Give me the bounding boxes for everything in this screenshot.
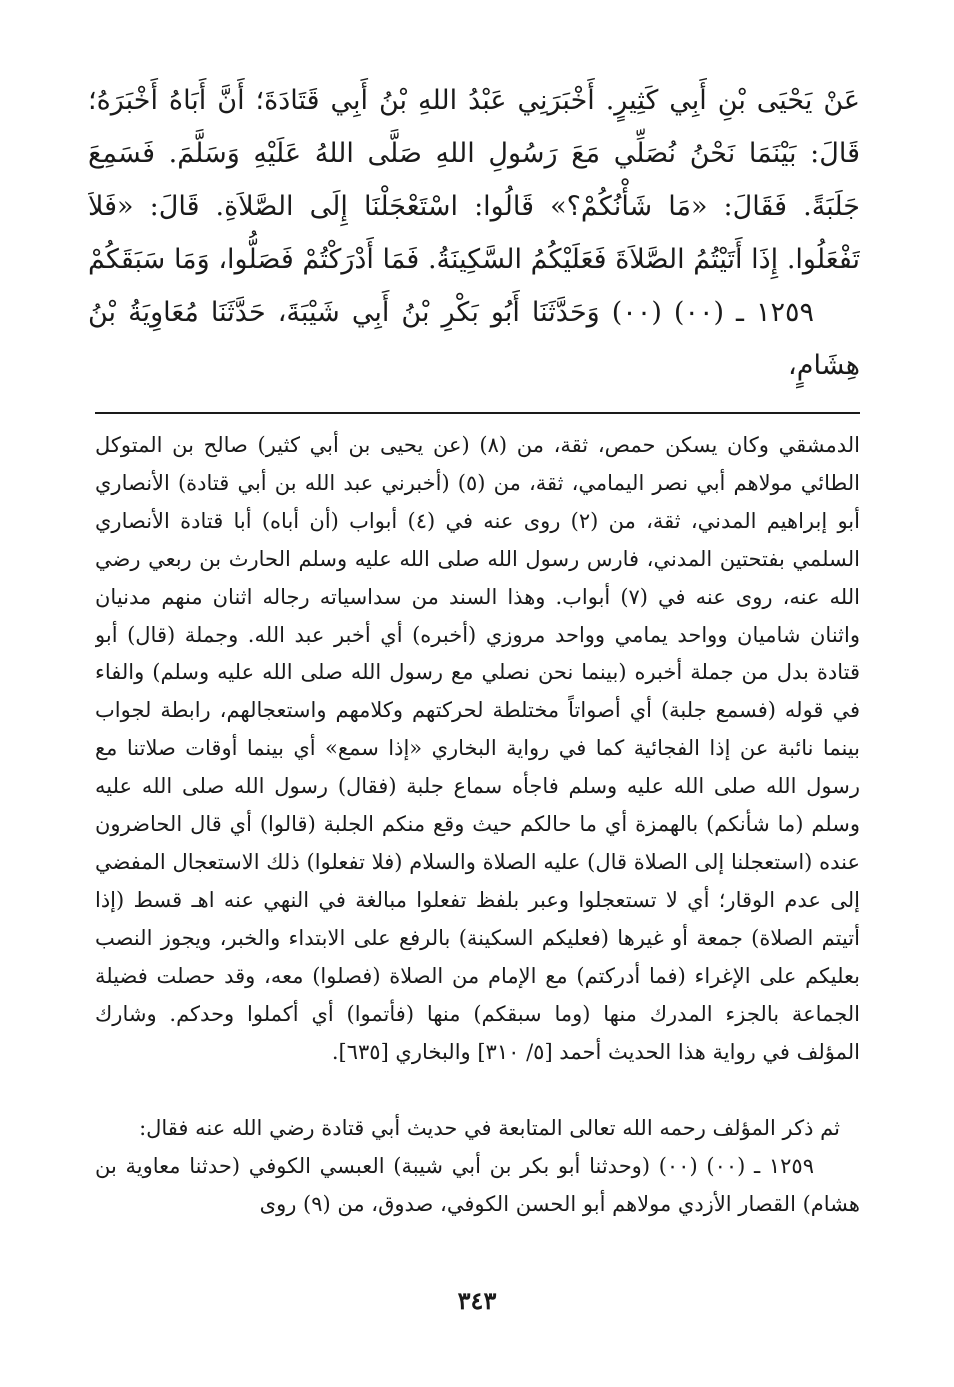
commentary-intro: ثم ذكر المؤلف رحمه الله تعالى المتابعة في حديث أبي قتادة رضي الله عنه فقال: (139, 1116, 840, 1140)
hadith-paragraph-2 (88, 286, 860, 392)
footnote-separator (95, 412, 860, 414)
hadith-paragraph-2-text: ١٢٥٩ ـ (٠٠) (٠٠) وَحَدَّثَنَا أَبُو بَكْرِ بْنُ أَبِي شَيْبَةَ، حَدَّثَنَا مُعَاوِيَةُ بْنُ هِشَامٍ، (88, 297, 860, 381)
commentary-followup: ١٢٥٩ ـ (٠٠) (٠٠) (وحدثنا أبو بكر بن أبي شيبة) العبسي الكوفي (حدثنا معاوية بن هشام) القصار الأزدي مولاهم أبو الحسن الكوفي، صدوق، من (٩) روى (95, 1154, 860, 1216)
commentary-text (95, 427, 860, 1224)
hadith-paragraph-1: عَنْ يَحْيَى بْنِ أَبِي كَثِيرٍ. أَخْبَرَنِي عَبْدُ اللهِ بْنُ أَبِي قَتَادَةَ؛ أَنَّ أَبَاهُ أَخْبَرَهُ؛ قَالَ: بَيْنَمَا نَحْنُ نُصَلِّي مَعَ رَسُولِ اللهِ صَلَّى اللهُ عَلَيْهِ وَسَلَّمَ. فَسَمِعَ جَلَبَةً. فَقَالَ: «مَا شَأْنُكُمْ؟» قَالُوا: اسْتَعْجَلْنَا إِلَى الصَّلاَةِ. قَالَ: «فَلاَ تَفْعَلُوا. إِذَا أَتَيْتُمُ الصَّلاَةَ فَعَلَيْكُمُ السَّكِينَةُ. فَمَا أَدْرَكْتُمْ فَصَلُّوا، وَمَا سَبَقَكُمْ (88, 85, 860, 275)
page-number: ٣٤٣ (457, 1286, 497, 1315)
hadith-text (88, 74, 860, 392)
commentary-body: الدمشقي وكان يسكن حمص، ثقة، من (٨) (عن يحيى بن أبي كثير) صالح بن المتوكل الطائي مولاهم أبي نصر اليمامي، ثقة، من (٥) (أخبرني عبد الله بن أبي قتادة) الأنصاري أبو إبراهيم المدني، ثقة، من (٢) روى عنه في (٤) أبواب (أن أباه) أبا قتادة الأنصاري السلمي بفتحتين المدني، فارس رسول الله صلى الله عليه وسلم الحارث بن ربعي رضي الله عنه، روى عنه في (٧) أبواب. وهذا السند من سداسياته رجاله اثنان منهم مدنيان واثنان شاميان وواحد يمامي وواحد مروزي (أخبره) أي أخبر عبد الله. وجملة (قال) أبو قتادة بدل من جملة أخبره (بينما نحن نصلي مع رسول الله صلى الله عليه وسلم) والفاء في قوله (فسمع جلبة) أي أصواتاً مختلطة لحركتهم وكلامهم واستعجالهم، رابطة لجواب بينما نائبة عن إذا الفجائية كما في رواية البخاري «إذا سمع» أي بينما أوقات صلاتنا مع رسول الله صلى الله عليه وسلم فاجأه سماع جلبة (فقال) رسول الله صلى الله عليه وسلم (ما شأنكم) بالهمزة أي ما حالكم حيث وقع منكم الجلبة (قالوا) أي قال الحاضرون عنده (استعجلنا إلى الصلاة قال) عليه الصلاة والسلام (فلا تفعلوا) ذلك الاستعجال المفضي إلى عدم الوقار؛ أي لا تستعجلوا وعبر بلفظ تفعلوا مبالغة في النهي عنه اهـ قسط (إذا أتيتم الصلاة) جمعة أو غيرها (فعليكم السكينة) بالرفع على الابتداء والخبر، ويجوز النصب بعليكم على الإغراء (فما أدركتم) مع الإمام من الصلاة (فصلوا) معه، وقد حصلت فضيلة الجماعة بالجزء المدرك منها (وما سبقكم) منها (فأتموا) أي أكملوا وحدكم. وشارك المؤلف في رواية هذا الحديث أحمد [٥/ ٣١٠] والبخاري [٦٣٥]. (95, 433, 860, 1064)
